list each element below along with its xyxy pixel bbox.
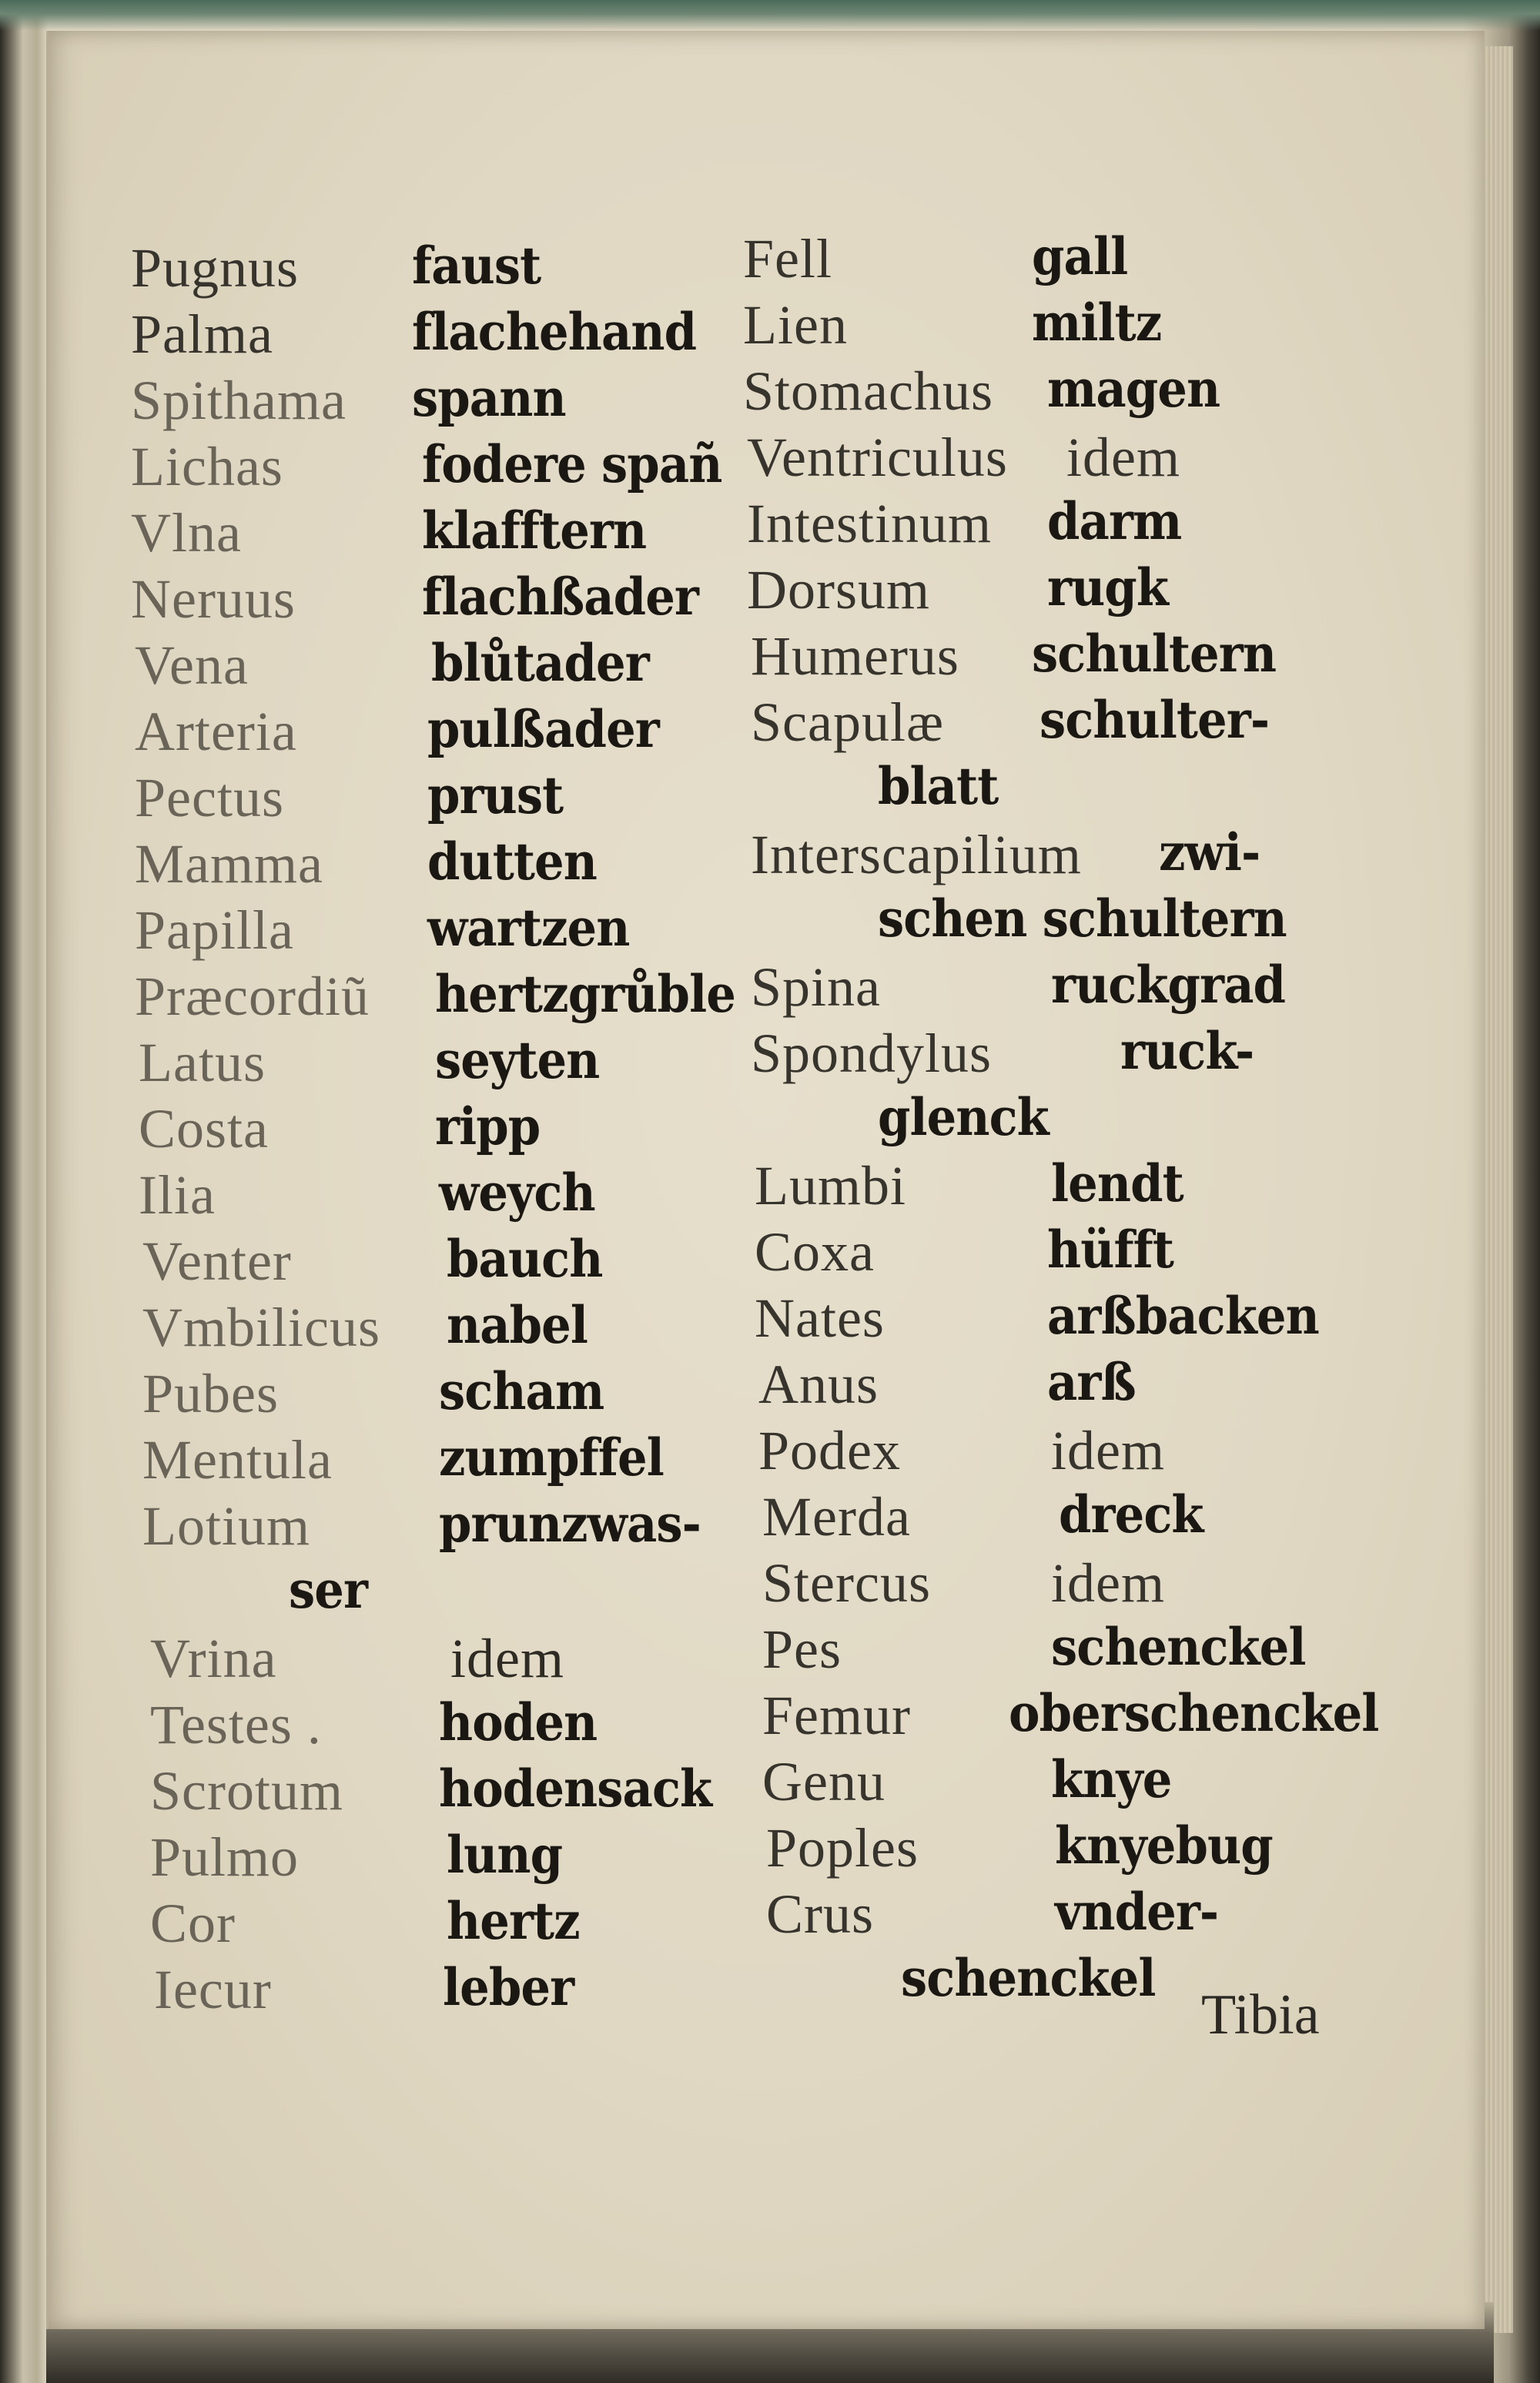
left-latin-term: Vlna bbox=[131, 502, 242, 564]
right-german-term: oberschenckel bbox=[1009, 1683, 1379, 1743]
left-german-term: nabel bbox=[447, 1295, 588, 1355]
left-german-term: lung bbox=[447, 1825, 563, 1885]
right-latin-term: Ventriculus bbox=[747, 427, 1008, 488]
right-german-term: lendt bbox=[1051, 1153, 1183, 1213]
right-german-term: magen bbox=[1047, 359, 1220, 419]
left-latin-term: Mamma bbox=[135, 833, 323, 895]
right-german-term: arß bbox=[1047, 1352, 1136, 1412]
left-latin-term: Iecur bbox=[154, 1959, 272, 2020]
right-german-term: idem bbox=[1051, 1552, 1165, 1614]
left-german-term: zumpffel bbox=[439, 1427, 664, 1488]
right-latin-term: Anus bbox=[758, 1354, 879, 1415]
left-german-term: hertz bbox=[447, 1891, 580, 1951]
right-german-continuation: schenckel bbox=[901, 1948, 1156, 2008]
right-latin-term: Lien bbox=[743, 294, 848, 356]
left-latin-term: Vena bbox=[135, 634, 249, 696]
right-german-term: schenckel bbox=[1051, 1617, 1306, 1677]
left-latin-term: Pectus bbox=[135, 767, 284, 828]
left-german-term: hodensack bbox=[439, 1759, 712, 1819]
right-latin-term: Stercus bbox=[762, 1552, 931, 1614]
right-german-term: arßbacken bbox=[1047, 1286, 1319, 1346]
left-german-term: seyten bbox=[435, 1030, 600, 1090]
right-latin-term: Crus bbox=[766, 1883, 875, 1945]
left-german-continuation: ser bbox=[289, 1560, 368, 1620]
left-german-term: prust bbox=[427, 765, 564, 825]
right-latin-term: Femur bbox=[762, 1685, 911, 1746]
right-latin-term: Podex bbox=[758, 1420, 901, 1481]
right-latin-term: Genu bbox=[762, 1751, 886, 1812]
right-latin-term: Spina bbox=[751, 956, 882, 1018]
left-latin-term: Arteria bbox=[135, 701, 297, 762]
catchword: Tibia bbox=[1201, 1983, 1320, 2047]
right-german-term: miltz bbox=[1032, 293, 1162, 353]
left-german-term: klafftern bbox=[422, 500, 647, 561]
left-latin-term: Venter bbox=[142, 1230, 292, 1292]
left-german-term: faust bbox=[412, 236, 541, 296]
left-latin-term: Papilla bbox=[135, 899, 294, 961]
right-german-term: hüfft bbox=[1047, 1220, 1173, 1280]
right-german-term: idem bbox=[1066, 427, 1180, 488]
left-latin-term: Cor bbox=[150, 1893, 236, 1954]
left-latin-term: Testes . bbox=[150, 1694, 322, 1755]
left-latin-term: Spithama bbox=[131, 370, 346, 431]
left-latin-term: Lichas bbox=[131, 436, 283, 497]
right-latin-term: Poples bbox=[766, 1817, 919, 1879]
right-latin-term: Scapulæ bbox=[751, 691, 944, 753]
left-latin-term: Costa bbox=[139, 1098, 270, 1160]
right-german-continuation: schen schultern bbox=[878, 889, 1287, 949]
right-german-term: dreck bbox=[1059, 1484, 1204, 1545]
left-german-term: pulßader bbox=[427, 699, 659, 759]
right-latin-term: Spondylus bbox=[751, 1022, 993, 1084]
right-latin-term: Pes bbox=[762, 1618, 842, 1680]
left-german-term: flachßader bbox=[422, 567, 699, 627]
right-latin-term: Humerus bbox=[751, 625, 959, 687]
right-german-term: ruck- bbox=[1120, 1021, 1254, 1081]
left-german-term: wartzen bbox=[427, 898, 630, 958]
right-german-continuation: blatt bbox=[878, 756, 999, 816]
left-german-term: idem bbox=[450, 1628, 564, 1689]
left-latin-term: Pugnus bbox=[131, 237, 300, 299]
right-german-term: ruckgrad bbox=[1051, 955, 1286, 1015]
right-german-term: idem bbox=[1051, 1420, 1165, 1481]
left-german-term: hertzgrůble bbox=[435, 964, 735, 1024]
left-latin-term: Lotium bbox=[142, 1495, 310, 1557]
left-german-term: hoden bbox=[439, 1692, 598, 1752]
left-german-term: prunzwas- bbox=[439, 1494, 701, 1554]
right-german-term: schulter- bbox=[1040, 690, 1270, 750]
left-latin-term: Vrina bbox=[150, 1628, 277, 1689]
right-german-term: zwi- bbox=[1159, 822, 1260, 882]
left-latin-term: Neruus bbox=[131, 568, 296, 630]
right-latin-term: Coxa bbox=[755, 1221, 875, 1283]
left-german-term: dutten bbox=[427, 832, 597, 892]
right-german-term: darm bbox=[1047, 491, 1182, 551]
left-german-term: ripp bbox=[435, 1096, 541, 1156]
left-latin-term: Pulmo bbox=[150, 1826, 300, 1888]
left-latin-term: Vmbilicus bbox=[142, 1297, 380, 1358]
right-german-term: schultern bbox=[1032, 624, 1277, 684]
left-german-term: scham bbox=[439, 1361, 604, 1421]
page-stack-edge bbox=[1482, 46, 1513, 2333]
right-german-term: knyebug bbox=[1055, 1816, 1273, 1876]
right-latin-term: Nates bbox=[755, 1287, 885, 1349]
left-german-term: bauch bbox=[447, 1229, 603, 1289]
right-german-term: gall bbox=[1032, 226, 1128, 286]
left-latin-term: Latus bbox=[139, 1032, 266, 1093]
left-latin-term: Pubes bbox=[142, 1363, 280, 1424]
right-latin-term: Interscapilium bbox=[751, 824, 1082, 885]
left-latin-term: Ilia bbox=[139, 1164, 216, 1226]
left-german-term: spann bbox=[412, 368, 566, 428]
right-latin-term: Merda bbox=[762, 1486, 911, 1548]
right-german-continuation: glenck bbox=[878, 1087, 1049, 1147]
left-german-term: weych bbox=[439, 1163, 595, 1223]
left-german-term: flachehand bbox=[412, 302, 697, 362]
right-latin-term: Lumbi bbox=[755, 1155, 906, 1217]
book-cover-edge bbox=[0, 0, 1540, 31]
right-latin-term: Fell bbox=[743, 228, 833, 290]
left-latin-term: Præcordiũ bbox=[135, 966, 370, 1027]
left-latin-term: Palma bbox=[131, 303, 273, 365]
left-latin-term: Mentula bbox=[142, 1429, 333, 1491]
right-german-term: rugk bbox=[1047, 557, 1168, 618]
left-german-term: blůtader bbox=[431, 633, 649, 693]
left-german-term: fodere spañ bbox=[422, 434, 722, 494]
right-german-term: knye bbox=[1051, 1749, 1172, 1809]
right-german-term: vnder- bbox=[1055, 1882, 1219, 1942]
right-latin-term: Intestinum bbox=[747, 493, 992, 554]
right-latin-term: Dorsum bbox=[747, 559, 930, 621]
left-latin-term: Scrotum bbox=[150, 1760, 343, 1822]
right-latin-term: Stomachus bbox=[743, 360, 993, 422]
left-german-term: leber bbox=[443, 1957, 574, 2017]
